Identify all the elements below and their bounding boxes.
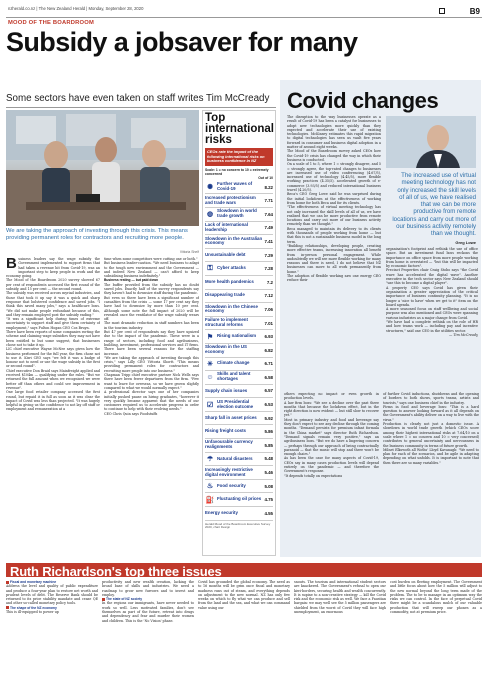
paragraph: of further Covid inductions, shutdowns and the opening of borders to both shows, sports teams, artists and tourists," says one business chief in the industry.	[383, 392, 479, 405]
greg-lowe-portrait	[386, 116, 476, 168]
risk-row	[205, 262, 273, 276]
risk-row	[205, 303, 273, 317]
risk-row	[205, 181, 273, 195]
risk-label: Unfavourable currency realignments	[205, 439, 253, 450]
office-photo-illustration	[6, 110, 199, 226]
paragraph: "It depends totally on expectations	[284, 473, 343, 478]
risk-row	[205, 208, 273, 222]
globe-icon: ◍	[206, 211, 214, 219]
risk-score: 5.92	[264, 415, 273, 421]
risk-row	[205, 439, 273, 453]
risk-label: Energy security	[205, 509, 238, 515]
paragraph: "We are taking the approach of investing through this crisis," says Lilly CEO Vittoria Shortt. "This means providing permanent roles for contractors and recruiting more people into our business."	[104, 355, 199, 373]
risk-row	[205, 453, 273, 467]
paragraph: Beca's CEO Greg Lowe said he was surprised during the initial lockdown at the effectiveness of working from home for both Beca and for its clients.	[287, 192, 381, 205]
paragraph: A property CEO says Covid has given their organisation a greater appreciation of the critical importance of business continuity planning. "It is no longer a 'nice to have' when we get to it" item on the board agenda.	[386, 285, 478, 307]
article-column-1	[6, 257, 100, 553]
climate-icon: ☀	[206, 360, 214, 368]
lower-column-2	[383, 392, 479, 554]
paragraph: This is ill-equipped to power up	[6, 610, 59, 615]
risk-label: Increasingly restrictive digital environment	[205, 466, 253, 477]
risk-label: Slowdown in the US economy	[205, 344, 247, 355]
food-icon: ♨	[206, 483, 214, 491]
issues-column-1	[6, 580, 98, 680]
paragraph: Most in primary industry and food and beverage say they don't expect to see any decline through the coming months. "Demand persists for premium infant formula in the China market" says director Ruth Richardson. "Demand signals remain very positive," says an agribusiness boss. "But we do have a lingering concern — perhaps through our approach of being contractually paranoid — that the music will stop and there won't be enough chairs."	[284, 417, 379, 457]
risk-label: Slowdown in the Australian economy	[205, 235, 263, 246]
risk-row	[205, 398, 273, 412]
paragraph: But even so there have been a significant number of casualties from the crisis — some 17 per cent say they have had to downsize by more than 10 per cent. Although some note the full impact of 2020 will be revealed once the ventilator of the wage subsidy wears off.	[104, 295, 199, 322]
portrait-photo	[386, 116, 476, 168]
paragraph: But 47 per cent of respondents say they have upsized due to the impact of the pandemic. These were in a range of sectors, including food and agribusiness, building, investment, professional services and IT firms. There have been several reasons for the staffing increase.	[104, 330, 199, 356]
cyber-icon: ⚿	[207, 264, 213, 272]
paragraph: The disruption to the way businesses operate as a result of Covid-19 has been a catalyst for businesses to adopt new technologies more quickly than they expected and accelerate their use of existing technologies. McKinsey estimates this rapid migration to digital technologies has seen us vault five years forward in consumer and business digital adoption in a matter of around eight weeks.	[287, 115, 381, 150]
paragraph: time when some competitors were cutting one or both."	[104, 257, 198, 261]
risk-score: 7.01	[264, 320, 273, 326]
risk-score: 7.12	[264, 293, 273, 299]
issues-column-5	[390, 580, 482, 680]
risk-score: 7.28	[264, 266, 273, 272]
paragraph: productivity and new wealth creation, lacking the broad base of skills and industries. We need a roadmap to grow new furrows and to invest and employ.	[102, 580, 194, 597]
out-of-label: Out of 10	[258, 175, 273, 180]
page-headline: Subsidy a jobsaver for many	[6, 27, 358, 57]
paragraph: others expecting no impact or even growth in production levels.	[284, 392, 379, 401]
risk-label: Increased protectionism and trade wars	[205, 194, 256, 205]
paragraph: "We have had a complete rethink on the role of HR and how teams work — including pay and incentive structures," said one CEO in the utilities sector.	[386, 320, 478, 333]
disaster-icon: ☂	[206, 455, 214, 463]
paragraph: A law firm boss: "We see a decline over the past three months that because the lockdown effect, but in the right direction is now evident — but still slow to recover yet."	[284, 400, 379, 418]
risk-label: Fluctuating oil prices	[217, 496, 262, 502]
table-subtitle: CEOs rate the impact of the following international risks on business confidence in NZ	[205, 148, 273, 166]
risk-label: Slowdown in world trade growth	[217, 208, 257, 219]
drop-cap: B	[6, 257, 17, 272]
paragraph: The Mood of the Boardroom 2020 survey showed 67 per cent of respondents accessed the first round of the subsidy, and 15 per cent — the second round.	[6, 278, 100, 292]
risk-row	[205, 425, 273, 439]
risk-score: 6.71	[264, 361, 273, 367]
risk-row	[205, 317, 273, 331]
risk-score: 7.2	[266, 279, 273, 285]
spacer	[202, 492, 203, 493]
paragraph: The adoption of flexible working saw one energy CEO reduce their	[287, 273, 381, 283]
risk-score: 5.86	[264, 429, 273, 435]
paragraph: Firms in food and beverage boss: "This is a hard question to answer looking forward as it all depends on the Government's ability deliver on a way to live with the virus."	[383, 404, 479, 422]
header-meta: nzherald.co.nz | The New Zealand Herald | Monday, September 28, 2020	[8, 6, 144, 11]
paragraph: The most dramatic reduction in staff numbers has been in the tourism industry.	[104, 321, 199, 330]
paragraph: CEO Chris Quin says Foodstuffs	[104, 411, 158, 416]
paragraph: A professional director says one of her companies initially pushed pause on hiring graduates, "however it very quickly became apparent that the needs of our customers required us to accelerate progress in order to continue to help with their evolving needs."	[104, 390, 199, 412]
risk-score: 5.85	[264, 442, 273, 448]
paragraph: LIC chief executive Wayne McNee says given how the business performed for the full year, the firm chose not to use it. Kiwi CEO says "we felt it was a badge of honour not to need or use the wage subsidy in the first or second round".	[6, 347, 100, 369]
issues-column-2	[102, 580, 194, 680]
paragraph: organisation's footprint and rethink the use of office space. But an investment fund boss reckons the importance on office space from more people working from home is overstated — "but this will be impacted by economic factors".	[386, 247, 478, 269]
virus-icon: ✺	[207, 184, 213, 192]
article-photo	[6, 110, 199, 226]
oil-icon: ⛽	[205, 496, 215, 504]
paragraph: Address the level and quality of public expenditure and produce a four-year plan to restore net worth and prudent levels of debt. The Reserve Bank should be returned to its price stability mandate and cease QE and other so-called monetary policy tools.	[6, 584, 98, 606]
risk-row	[205, 466, 273, 480]
scale-text: Scale: 1 = no concern to 10 = extremely concerned	[205, 167, 269, 176]
pull-quote-attribution: Greg Lowe	[455, 240, 476, 245]
risk-row	[205, 493, 273, 507]
international-risks-table	[202, 110, 276, 556]
lower-column-1	[284, 392, 379, 554]
risk-score: 5.46	[264, 470, 273, 476]
top-issues-heading: Ruth Richardson's top three issues	[6, 563, 482, 577]
paragraph: Covid has grounded the global economy. The need as to 16 months will be grim once fiscal and monetary madness runs out of steam, and everything depends on adjustment to the new normal. NZ has only few weeks on which to fly what we can produce and sell from the land and the sea, and what we can command value using our	[198, 580, 290, 610]
paragraph: "It was a significant help during times of extreme uncertainty to support staff and give them certainty of employment," says Fulton Hogan CEO Cos Bruyn.	[6, 317, 100, 330]
risk-label: Slowdown in the Chinese economy	[205, 303, 258, 314]
risk-label: Climate change	[217, 360, 250, 366]
risk-row	[205, 371, 273, 385]
paragraph: Precinct Properties chair Craig Stobo says "the Covid wave has accelerated the digital wave". Another executive in the tech sector says New Zealand should "use this to become a digital player".	[386, 268, 478, 286]
risk-score: 7.06	[264, 306, 273, 312]
risk-row	[205, 412, 273, 426]
risk-row	[205, 276, 273, 290]
paragraph: "Building relationships, developing people, creating more effective teams, increasing innovation all benefit from in-person personal engagement. While undoubtedly we will see more flexible working for many reasons and there is need, I do not believe that NZ businesses can move to all work permanently from home."	[287, 243, 381, 274]
paragraph: Chapman Tripp chief executive partner Nick Wells says there have been fewer departures from the firm. "Few want to leave for overseas, so we have grown slightly compared to what we would normally expect."	[104, 373, 199, 390]
risk-row	[205, 222, 273, 236]
risk-label: Disappearing trade	[205, 292, 245, 298]
paragraph: Production is clearly not just a domestic issue. A slowdown in world trade growth (which CEOs score among their highest international risks at 7.64/10 on a scale where 1 = no concern and 10 = very concerned) contributes to general uncertainty and nervousness in the business community in terms of future growth.	[383, 422, 479, 448]
people-icon: ☺	[206, 373, 214, 381]
bullet-icon	[6, 581, 9, 584]
bullet-icon	[102, 598, 105, 601]
paragraph: As has been the case for many aspects of Covid-19, CEOs say in many cases production levels will depend entirely on the pandemic — and therefore the Government's response.	[284, 456, 379, 474]
risk-score: 5.48	[264, 456, 273, 462]
byline: — Tim McCready	[449, 332, 478, 337]
paragraph: usiness leaders say the wage subsidy the Government implemented to support firms that had taken a revenue hit from Covid-19, was an important step to keep people in work and the economy going.	[6, 257, 100, 279]
ballot-icon: ☑	[206, 401, 214, 409]
risk-score: 4.55	[264, 510, 273, 516]
risk-label: Rising freight costs	[205, 428, 246, 434]
paragraph: The Mood of the Boardroom survey asked CEOs how the Covid-19 crisis has changed the way in which their business is conducted.	[287, 149, 381, 162]
risk-label: Further waves of Covid-19	[217, 181, 253, 192]
paragraph: A more seasoned focus on staff wellbeing and social purpose was also mentioned and CEOs were spanning various industries as a major change from Covid.	[386, 307, 478, 320]
subheading: Business resting — but paid down	[104, 278, 159, 283]
risk-label: Lack of international leadership	[205, 221, 248, 232]
risk-score: 7.71	[264, 198, 273, 204]
risk-label: Food security	[217, 482, 246, 488]
paragraph: In the regions our immigrants, have never needed to work so well. Less motivated families, don't see themselves as part of the future, retreat into drugs and dependency and fear and murder their women and children. This is the 'No Vision' phase.	[102, 601, 194, 623]
risk-row	[205, 290, 273, 304]
risk-label: More health pandemics	[205, 278, 254, 284]
risk-score: 6.58	[264, 374, 273, 380]
risk-score: 5.08	[264, 483, 273, 489]
risk-score: 7.49	[264, 225, 273, 231]
risk-label: Natural disasters	[217, 455, 253, 461]
risk-row	[205, 330, 273, 344]
page-square-icon	[439, 8, 445, 14]
risk-label: Rising nationalism	[217, 333, 257, 339]
risk-label: Sharp fall in asset prices	[205, 414, 257, 420]
standfirst: Some sectors have even taken on staff writes Tim McCready	[6, 93, 270, 104]
risk-label: Cyber attacks	[217, 265, 246, 271]
risk-row	[205, 194, 273, 208]
covid-column-2	[386, 247, 478, 387]
paragraph: snouts. The tourism and international student sectors are knackered. The Government's refusal to open our kiwi-borders, securing health and wealth concurrently. It is supine to a non-creative strategy — kill the Covid risk and the economic risk as well. We face a Faustian bargain: we may well see the 5 million passengers are shielded from the worst of Covid they will face high unemployment, an enormous	[294, 580, 386, 615]
risk-row	[205, 249, 273, 263]
risk-row	[205, 480, 273, 494]
issue-heading: The shape of the NZ economy	[10, 605, 57, 610]
paragraph: There have been reports of some companies rorting the scheme and claiming wage subsidies they may not have been entitled to but some suggest, that businesses chose not to take it up.	[6, 330, 100, 347]
risk-label: Supply chain issues	[205, 387, 248, 393]
flag-icon: ⚑	[206, 333, 214, 341]
risk-score: 8.22	[264, 184, 273, 190]
paragraph: The subsidy was received across myriad industries, and those that took it up say it was a quick and sharp response that bolstered confidence and saved jobs. "I think this saved many jobs," says a healthcare boss. "We did not make people redundant because of this, and they remain employed post the subsidy ending."	[6, 291, 100, 317]
risk-score: 6.93	[264, 334, 273, 340]
paragraph: Beca managed to maintain its delivery to its clients with thousands of people working from home — but that this is not a sustainable business model in the long term.	[287, 226, 381, 244]
table-scale	[205, 168, 273, 180]
issues-column-3	[198, 580, 290, 680]
paragraph: But business leader-caution. "We need business to adapt to the tough new environment and the Government — and indeed New Zealand — can't afford to keep subsidising business indefinitely."	[104, 261, 199, 279]
risk-label: Skills and talent shortages	[217, 371, 251, 382]
photo-credit: Vittoria Shelf	[179, 250, 199, 254]
risk-score: 7.41	[264, 238, 273, 244]
photo-caption: We are taking the approach of investing through this crisis. This means providing permanent roles for contractors and recruiting more people.	[6, 228, 188, 241]
bullet-icon	[6, 606, 9, 609]
paragraph: Milnet Elkswoth all Woths' Lloyd Kavanagh: "We need to plan for each of the scenarios, and be agile in adapting depending on what unfolds. It is important to note that then there are so many variables."	[383, 447, 479, 465]
table-title: Top international risks	[205, 112, 275, 146]
table-source: Herald Mood of the Boardroom Executive Survey 2020, chart Design	[205, 521, 271, 530]
issue-heading: The state of NZ society	[106, 597, 143, 602]
risk-label: Unsustainable debt	[205, 251, 246, 257]
header-rule	[6, 17, 482, 18]
paragraph: One large food retailer company accessed the first round, but repaid it in full as soon as it was clear the impact of Covid was less than projected. "It was hugely helpful in giving us the confidence to not lay off staff or employment and remuneration at a	[6, 390, 100, 412]
paragraph: On a scale of 1 to 5, where 1 = strongly disagree, and 5 = strongly agree, the top-rated changes to businesses are increased use of video conferencing (4.67/5), increased use of technology (4.45/5), more flexible working practices (4.35/5), accelerated growth of e-commerce (3.93/5) and reduced international business travel (4.20/5).	[287, 162, 381, 193]
covid-column-1	[287, 115, 381, 352]
risk-row	[205, 235, 273, 249]
risk-score: 4.75	[264, 497, 273, 503]
section-kicker: MOOD OF THE BOARDROOM	[8, 20, 94, 26]
risk-row	[205, 358, 273, 372]
page-number: B9	[469, 7, 480, 16]
risk-score: 7.29	[264, 252, 273, 258]
paragraph: cost burden on fleeting employment. The Government and little focus about how the 5 million will adjust to the new normal beyond the long term made of the problem. The to be to manage in an optimum way the risks we can control. In the face of perpetual Covid there might be a scandalous mulch of our valuable production that will sweep our phones as a commodity, not at premium price.	[390, 580, 482, 615]
issue-heading: Fiscal and monetary machine	[10, 580, 57, 584]
standfirst-rule	[6, 107, 276, 108]
risk-score: 6.82	[264, 347, 273, 353]
covid-heading: Covid changes	[287, 88, 439, 113]
risk-score: 7.64	[264, 211, 273, 217]
risk-score: 6.53	[264, 402, 273, 408]
risk-label: Failure to implement structural reforms	[205, 317, 248, 328]
spacer	[202, 556, 203, 557]
risk-row	[205, 385, 273, 399]
paragraph: "The effectiveness of virtual meeting technology has not only increased the skill levels of all of us, we have realised that we can be more productive from remote locations and carry out more of our business activity remotely than we thought."	[287, 205, 381, 227]
risk-label: US Presidential election outcome	[217, 398, 254, 409]
issues-column-4	[294, 580, 386, 680]
risk-rows	[203, 181, 275, 521]
paragraph: Chief executive Don Braid says Mainfreight applied and received $104m — qualifying under the rules. "But we returned the full amount when we recognised we were better off than others and could see improvement in revenue".	[6, 368, 100, 390]
risk-row	[205, 507, 273, 521]
paragraph: The buffer provided from the subsidy has no doubt saved jobs. Exactly half of the survey respondents say they haven't had to downsize staff during the pandemic.	[104, 282, 199, 296]
article-column-2	[104, 257, 199, 553]
pull-quote: The increased use of virtual meeting technology has not only increased the skill levels of all of us, we have realised that we can be more productive from remote locations and carry out more of our business activity remotely than we thought.	[392, 172, 476, 238]
risk-row	[205, 344, 273, 358]
risk-score: 6.57	[264, 388, 273, 394]
